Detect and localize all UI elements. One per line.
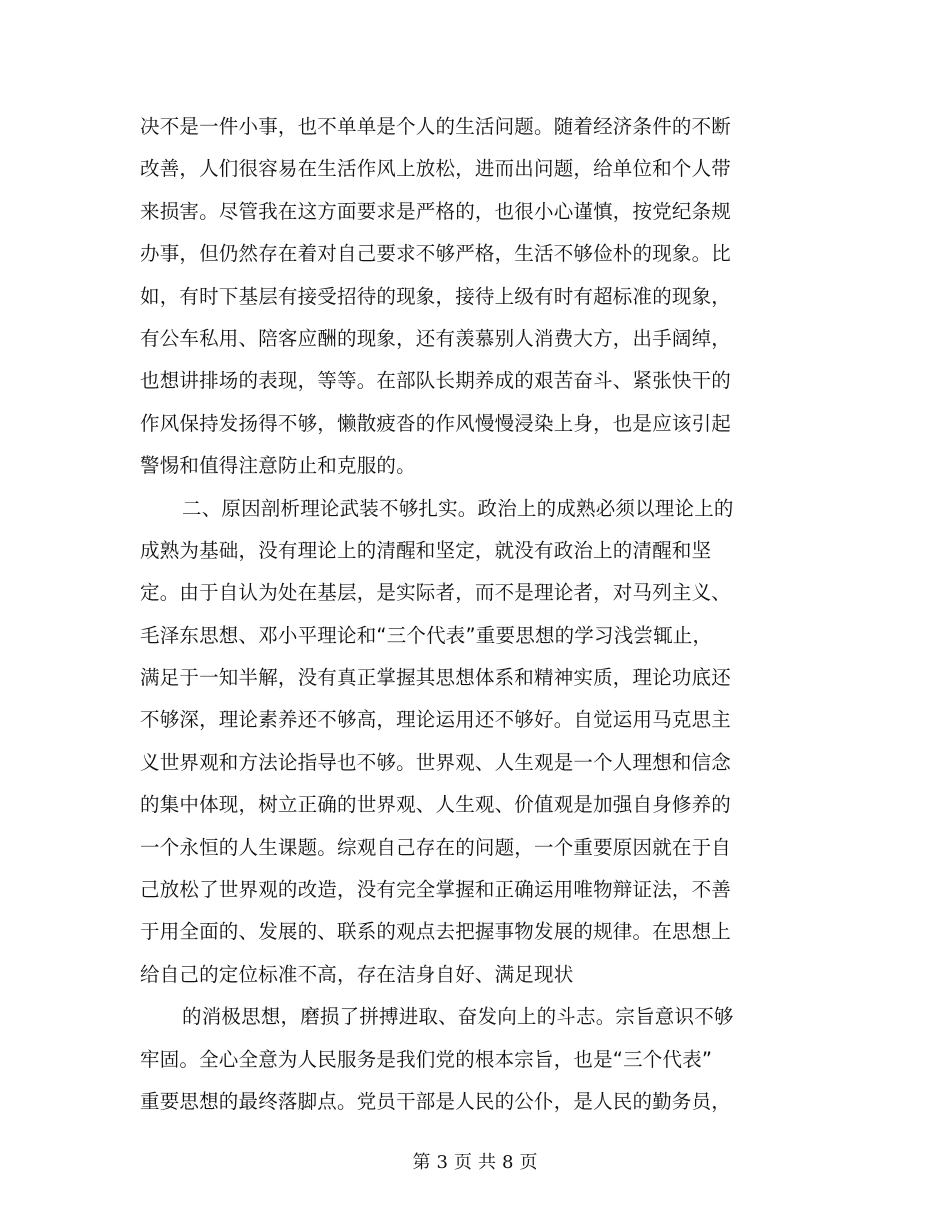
footer-prefix: 第 [412, 1152, 431, 1173]
text-line: 定。由于自认为处在基层，是实际者，而不是理论者，对马列主义、 [140, 581, 732, 605]
current-page-number: 3 [436, 1152, 448, 1173]
text-line: 改善，人们很容易在生活作风上放松，进而出问题，给单位和个人带 [140, 157, 732, 181]
text-line: 决不是一件小事，也不单单是个人的生活问题。随着经济条件的不断 [140, 115, 732, 138]
text-line: 己放松了世界观的改造，没有完全掌握和正确运用唯物辩证法，不善 [140, 878, 732, 902]
text-line: 也想讲排场的表现，等等。在部队长期养成的艰苦奋斗、紧张快干的 [140, 369, 732, 393]
footer-page-unit: 页 [454, 1152, 472, 1173]
page-footer [0, 1146, 950, 1180]
footer-total-unit: 页 [519, 1152, 538, 1173]
text-line: 毛泽东思想、邓小平理论和“三个代表”重要思想的学习浅尝辄止， [140, 623, 713, 647]
total-page-number: 8 [502, 1152, 514, 1173]
section-heading-line: 二、原因剖析理论武装不够扎实。政治上的成熟必须以理论上的 [182, 496, 734, 520]
text-line: 不够深，理论素养还不够高，理论运用还不够好。自觉运用马克思主 [140, 708, 732, 732]
text-line: 有公车私用、陪客应酬的现象，还有羡慕别人消费大方，出手阔绰， [140, 326, 732, 350]
text-line: 重要思想的最终落脚点。党员干部是人民的公仆，是人民的勤务员， [140, 1089, 732, 1113]
text-line: 于用全面的、发展的、联系的观点去把握事物发展的规律。在思想上 [140, 920, 732, 944]
text-line: 来损害。尽管我在这方面要求是严格的，也很小心谨慎，按党纪条规 [140, 199, 732, 223]
text-line: 满足于一知半解，没有真正掌握其思想体系和精神实质，理论功底还 [140, 666, 732, 690]
text-line: 一个永恒的人生课题。综观自己存在的问题，一个重要原因就在于自 [140, 835, 732, 859]
footer-total-prefix: 共 [478, 1152, 496, 1173]
text-line: 如，有时下基层有接受招待的现象，接待上级有时有超标准的现象， [140, 284, 732, 308]
text-line: 警惕和值得注意防止和克服的。 [140, 454, 416, 478]
text-line: 办事，但仍然存在着对自己要求不够严格，生活不够俭朴的现象。比 [140, 242, 732, 266]
paragraph-start-line: 的消极思想，磨损了拼搏进取、奋发向上的斗志。宗旨意识不够 [182, 1005, 734, 1029]
text-line: 义世界观和方法论指导也不够。世界观、人生观是一个人理想和信念 [140, 750, 732, 774]
text-line: 的集中体现，树立正确的世界观、人生观、价值观是加强自身修养的 [140, 793, 732, 817]
text-line: 作风保持发扬得不够，懒散疲沓的作风慢慢浸染上身，也是应该引起 [140, 411, 732, 435]
text-line: 给自己的定位标准不高，存在洁身自好、满足现状 [140, 962, 574, 986]
text-line: 牢固。全心全意为人民服务是我们党的根本宗旨，也是“三个代表” [140, 1047, 713, 1071]
text-line: 成熟为基础，没有理论上的清醒和坚定，就没有政治上的清醒和坚 [140, 538, 712, 562]
body-text [140, 106, 760, 1123]
